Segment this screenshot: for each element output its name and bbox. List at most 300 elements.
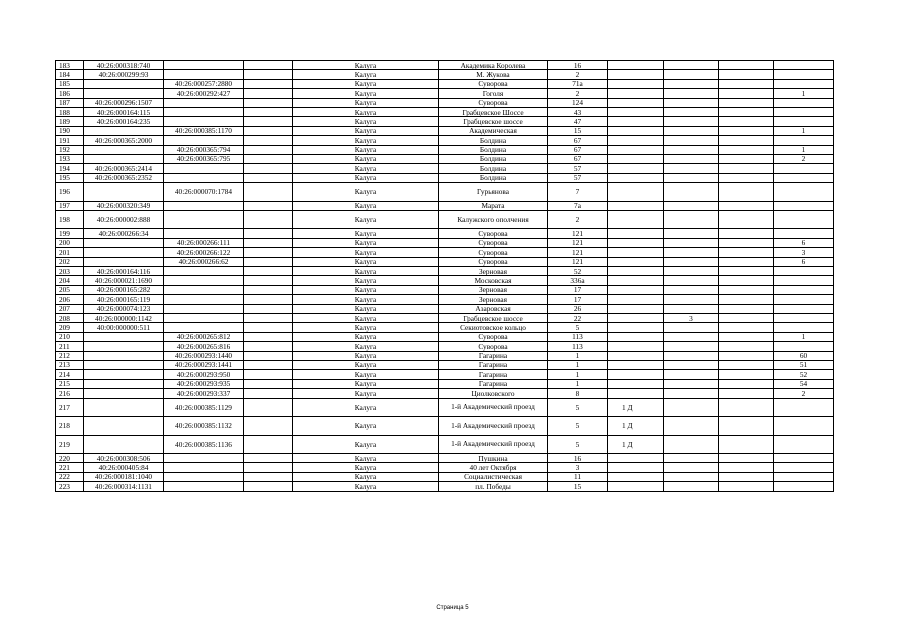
- cadastral-number-alt-cell: [164, 117, 244, 126]
- extra-cell: [664, 360, 719, 369]
- apartment-cell: 3: [774, 248, 834, 257]
- cadastral-number-cell: [84, 417, 164, 436]
- row-number-cell: 206: [56, 295, 84, 304]
- apartment-cell: [774, 107, 834, 116]
- extra-cell-2: [719, 136, 774, 145]
- cadastral-number-alt-cell: [164, 313, 244, 322]
- cadastral-number-cell: [84, 351, 164, 360]
- house-number-cell: 57: [548, 173, 608, 182]
- extra-cell-2: [719, 351, 774, 360]
- row-number-cell: 202: [56, 257, 84, 266]
- cadastral-number-cell: [84, 238, 164, 247]
- cadastral-number-alt-cell: [164, 267, 244, 276]
- city-cell: Калуга: [293, 304, 439, 313]
- house-number-cell: 43: [548, 107, 608, 116]
- house-number-cell: 67: [548, 154, 608, 163]
- extra-cell: [664, 89, 719, 98]
- empty-cell: [244, 472, 293, 481]
- extra-cell-2: [719, 229, 774, 238]
- apartment-cell: 1: [774, 332, 834, 341]
- house-number-cell: 71а: [548, 79, 608, 88]
- street-cell: Суворова: [439, 79, 548, 88]
- building-cell: [608, 248, 664, 257]
- street-cell: 40 лет Октября: [439, 463, 548, 472]
- table-row: [56, 107, 834, 116]
- table-row: [56, 304, 834, 313]
- row-number-cell: 218: [56, 417, 84, 436]
- house-number-cell: 67: [548, 136, 608, 145]
- table-row: [56, 238, 834, 247]
- table-row: [56, 154, 834, 163]
- apartment-cell: [774, 136, 834, 145]
- table-row: [56, 379, 834, 388]
- empty-cell: [244, 183, 293, 202]
- cadastral-number-alt-cell: 40:26:000266:111: [164, 238, 244, 247]
- extra-cell-2: [719, 210, 774, 229]
- extra-cell-2: [719, 98, 774, 107]
- row-number-cell: 220: [56, 454, 84, 463]
- building-cell: [608, 210, 664, 229]
- house-number-cell: 5: [548, 398, 608, 417]
- house-number-cell: 7: [548, 183, 608, 202]
- extra-cell: [664, 398, 719, 417]
- apartment-cell: [774, 472, 834, 481]
- apartment-cell: [774, 201, 834, 210]
- cadastral-number-alt-cell: 40:26:000365:794: [164, 145, 244, 154]
- empty-cell: [244, 229, 293, 238]
- table-row: [56, 285, 834, 294]
- building-cell: [608, 173, 664, 182]
- cadastral-number-alt-cell: 40:26:000385:1170: [164, 126, 244, 135]
- row-number-cell: 217: [56, 398, 84, 417]
- extra-cell: [664, 342, 719, 351]
- table-row: [56, 79, 834, 88]
- extra-cell: [664, 332, 719, 341]
- house-number-cell: 5: [548, 417, 608, 436]
- empty-cell: [244, 482, 293, 491]
- building-cell: [608, 295, 664, 304]
- city-cell: Калуга: [293, 295, 439, 304]
- table-row: [56, 472, 834, 481]
- apartment-cell: 1: [774, 126, 834, 135]
- city-cell: Калуга: [293, 463, 439, 472]
- street-cell: Циолковского: [439, 389, 548, 398]
- extra-cell-2: [719, 61, 774, 70]
- extra-cell-2: [719, 323, 774, 332]
- cadastral-number-cell: [84, 332, 164, 341]
- empty-cell: [244, 61, 293, 70]
- extra-cell: [664, 173, 719, 182]
- house-number-cell: 1: [548, 360, 608, 369]
- extra-cell: [664, 79, 719, 88]
- street-cell: Гоголя: [439, 89, 548, 98]
- extra-cell: [664, 201, 719, 210]
- building-cell: [608, 370, 664, 379]
- city-cell: Калуга: [293, 398, 439, 417]
- table-row: [56, 201, 834, 210]
- street-cell: Суворова: [439, 342, 548, 351]
- street-cell: Суворова: [439, 248, 548, 257]
- cadastral-number-cell: [84, 379, 164, 388]
- extra-cell: 3: [664, 313, 719, 322]
- extra-cell: [664, 370, 719, 379]
- apartment-cell: [774, 417, 834, 436]
- extra-cell: [664, 154, 719, 163]
- empty-cell: [244, 389, 293, 398]
- empty-cell: [244, 145, 293, 154]
- row-number-cell: 201: [56, 248, 84, 257]
- empty-cell: [244, 154, 293, 163]
- street-cell: Болдина: [439, 145, 548, 154]
- row-number-cell: 199: [56, 229, 84, 238]
- table-row: [56, 164, 834, 173]
- cadastral-number-cell: 40:26:000405:84: [84, 463, 164, 472]
- house-number-cell: 57: [548, 164, 608, 173]
- empty-cell: [244, 276, 293, 285]
- city-cell: Калуга: [293, 454, 439, 463]
- extra-cell: [664, 229, 719, 238]
- apartment-cell: [774, 229, 834, 238]
- city-cell: Калуга: [293, 285, 439, 294]
- building-cell: 1 Д: [608, 435, 664, 454]
- city-cell: Калуга: [293, 313, 439, 322]
- building-cell: [608, 482, 664, 491]
- cadastral-number-alt-cell: 40:26:000293:1441: [164, 360, 244, 369]
- cadastral-number-cell: [84, 183, 164, 202]
- city-cell: Калуга: [293, 164, 439, 173]
- building-cell: [608, 164, 664, 173]
- cadastral-number-cell: [84, 257, 164, 266]
- building-cell: [608, 238, 664, 247]
- extra-cell: [664, 285, 719, 294]
- apartment-cell: [774, 79, 834, 88]
- extra-cell: [664, 276, 719, 285]
- apartment-cell: 6: [774, 238, 834, 247]
- cadastral-number-cell: [84, 79, 164, 88]
- cadastral-number-cell: [84, 370, 164, 379]
- city-cell: Калуга: [293, 472, 439, 481]
- cadastral-number-cell: [84, 248, 164, 257]
- cadastral-number-alt-cell: [164, 61, 244, 70]
- table-row: [56, 229, 834, 238]
- table-row: [56, 398, 834, 417]
- empty-cell: [244, 136, 293, 145]
- cadastral-number-cell: 40:26:000074:123: [84, 304, 164, 313]
- row-number-cell: 194: [56, 164, 84, 173]
- table-row: [56, 248, 834, 257]
- street-cell: Азаровская: [439, 304, 548, 313]
- table-row: [56, 351, 834, 360]
- street-cell: Калужского ополчения: [439, 210, 548, 229]
- extra-cell: [664, 183, 719, 202]
- extra-cell-2: [719, 463, 774, 472]
- table-row: [56, 89, 834, 98]
- cadastral-number-cell: [84, 435, 164, 454]
- street-cell: Академическая: [439, 126, 548, 135]
- cadastral-number-cell: 40:26:000296:1507: [84, 98, 164, 107]
- city-cell: Калуга: [293, 98, 439, 107]
- extra-cell: [664, 379, 719, 388]
- building-cell: [608, 323, 664, 332]
- row-number-cell: 209: [56, 323, 84, 332]
- street-cell: Секиотовское кольцо: [439, 323, 548, 332]
- cadastral-number-alt-cell: [164, 173, 244, 182]
- table-row: [56, 61, 834, 70]
- extra-cell: [664, 136, 719, 145]
- row-number-cell: 222: [56, 472, 84, 481]
- table-row: [56, 173, 834, 182]
- extra-cell-2: [719, 145, 774, 154]
- empty-cell: [244, 379, 293, 388]
- table-row: [56, 323, 834, 332]
- apartment-cell: [774, 173, 834, 182]
- extra-cell: [664, 482, 719, 491]
- cadastral-number-alt-cell: [164, 323, 244, 332]
- building-cell: 1 Д: [608, 417, 664, 436]
- empty-cell: [244, 285, 293, 294]
- empty-cell: [244, 79, 293, 88]
- row-number-cell: 191: [56, 136, 84, 145]
- cadastral-number-cell: [84, 389, 164, 398]
- empty-cell: [244, 342, 293, 351]
- empty-cell: [244, 332, 293, 341]
- table-row: [56, 417, 834, 436]
- empty-cell: [244, 126, 293, 135]
- building-cell: [608, 117, 664, 126]
- row-number-cell: 193: [56, 154, 84, 163]
- apartment-cell: [774, 267, 834, 276]
- street-cell: Суворова: [439, 238, 548, 247]
- street-cell: Болдина: [439, 154, 548, 163]
- extra-cell-2: [719, 267, 774, 276]
- row-number-cell: 216: [56, 389, 84, 398]
- table-row: [56, 342, 834, 351]
- extra-cell-2: [719, 313, 774, 322]
- apartment-cell: [774, 323, 834, 332]
- apartment-cell: 6: [774, 257, 834, 266]
- city-cell: Калуга: [293, 332, 439, 341]
- city-cell: Калуга: [293, 183, 439, 202]
- row-number-cell: 215: [56, 379, 84, 388]
- table-row: [56, 276, 834, 285]
- empty-cell: [244, 210, 293, 229]
- cadastral-number-cell: [84, 360, 164, 369]
- extra-cell-2: [719, 295, 774, 304]
- apartment-cell: [774, 435, 834, 454]
- extra-cell: [664, 248, 719, 257]
- city-cell: Калуга: [293, 323, 439, 332]
- empty-cell: [244, 173, 293, 182]
- street-cell: 1-й Академический проезд: [439, 417, 548, 436]
- apartment-cell: [774, 482, 834, 491]
- extra-cell-2: [719, 126, 774, 135]
- house-number-cell: 17: [548, 295, 608, 304]
- house-number-cell: 1: [548, 379, 608, 388]
- building-cell: [608, 98, 664, 107]
- city-cell: Калуга: [293, 117, 439, 126]
- apartment-cell: [774, 342, 834, 351]
- row-number-cell: 197: [56, 201, 84, 210]
- building-cell: [608, 463, 664, 472]
- extra-cell: [664, 304, 719, 313]
- city-cell: Калуга: [293, 126, 439, 135]
- cadastral-number-cell: 40:26:000164:115: [84, 107, 164, 116]
- apartment-cell: [774, 98, 834, 107]
- building-cell: 1 Д: [608, 398, 664, 417]
- apartment-cell: 51: [774, 360, 834, 369]
- city-cell: Калуга: [293, 417, 439, 436]
- house-number-cell: 5: [548, 435, 608, 454]
- house-number-cell: 26: [548, 304, 608, 313]
- street-cell: Гагарина: [439, 379, 548, 388]
- cadastral-number-alt-cell: [164, 463, 244, 472]
- city-cell: Калуга: [293, 482, 439, 491]
- building-cell: [608, 342, 664, 351]
- cadastral-number-alt-cell: [164, 285, 244, 294]
- city-cell: Калуга: [293, 210, 439, 229]
- extra-cell-2: [719, 89, 774, 98]
- street-cell: Зерновая: [439, 295, 548, 304]
- house-number-cell: 47: [548, 117, 608, 126]
- apartment-cell: [774, 183, 834, 202]
- empty-cell: [244, 70, 293, 79]
- apartment-cell: [774, 285, 834, 294]
- street-cell: 1-й Академический проезд: [439, 398, 548, 417]
- apartment-cell: [774, 210, 834, 229]
- house-number-cell: 121: [548, 248, 608, 257]
- house-number-cell: 7а: [548, 201, 608, 210]
- city-cell: Калуга: [293, 107, 439, 116]
- extra-cell: [664, 126, 719, 135]
- street-cell: Гагарина: [439, 360, 548, 369]
- extra-cell: [664, 463, 719, 472]
- house-number-cell: 2: [548, 210, 608, 229]
- empty-cell: [244, 398, 293, 417]
- table-row: [56, 360, 834, 369]
- empty-cell: [244, 201, 293, 210]
- street-cell: Грабцевское шоссе: [439, 117, 548, 126]
- extra-cell: [664, 295, 719, 304]
- cadastral-number-cell: 40:26:000365:2000: [84, 136, 164, 145]
- table-row: [56, 370, 834, 379]
- house-number-cell: 5: [548, 323, 608, 332]
- cadastral-number-cell: 40:26:000299:93: [84, 70, 164, 79]
- city-cell: Калуга: [293, 342, 439, 351]
- cadastral-number-cell: 40:26:000164:116: [84, 267, 164, 276]
- cadastral-number-alt-cell: 40:26:000293:950: [164, 370, 244, 379]
- house-number-cell: 16: [548, 61, 608, 70]
- cadastral-number-alt-cell: [164, 70, 244, 79]
- cadastral-number-alt-cell: 40:26:000365:795: [164, 154, 244, 163]
- house-number-cell: 15: [548, 126, 608, 135]
- row-number-cell: 184: [56, 70, 84, 79]
- cadastral-number-alt-cell: 40:26:000257:2880: [164, 79, 244, 88]
- extra-cell-2: [719, 257, 774, 266]
- building-cell: [608, 351, 664, 360]
- extra-cell-2: [719, 398, 774, 417]
- extra-cell-2: [719, 417, 774, 436]
- building-cell: [608, 154, 664, 163]
- extra-cell: [664, 98, 719, 107]
- empty-cell: [244, 117, 293, 126]
- building-cell: [608, 257, 664, 266]
- cadastral-number-alt-cell: 40:26:000266:122: [164, 248, 244, 257]
- city-cell: Калуга: [293, 276, 439, 285]
- building-cell: [608, 107, 664, 116]
- empty-cell: [244, 417, 293, 436]
- extra-cell-2: [719, 482, 774, 491]
- empty-cell: [244, 238, 293, 247]
- extra-cell-2: [719, 472, 774, 481]
- empty-cell: [244, 267, 293, 276]
- building-cell: [608, 70, 664, 79]
- apartment-cell: 54: [774, 379, 834, 388]
- extra-cell-2: [719, 370, 774, 379]
- row-number-cell: 188: [56, 107, 84, 116]
- row-number-cell: 200: [56, 238, 84, 247]
- row-number-cell: 212: [56, 351, 84, 360]
- cadastral-number-cell: 40:26:000320:349: [84, 201, 164, 210]
- city-cell: Калуга: [293, 257, 439, 266]
- extra-cell: [664, 435, 719, 454]
- row-number-cell: 183: [56, 61, 84, 70]
- table-row: [56, 454, 834, 463]
- row-number-cell: 185: [56, 79, 84, 88]
- extra-cell-2: [719, 154, 774, 163]
- extra-cell: [664, 267, 719, 276]
- row-number-cell: 211: [56, 342, 84, 351]
- cadastral-number-alt-cell: [164, 210, 244, 229]
- table-row: [56, 257, 834, 266]
- cadastral-number-cell: 40:26:000164:235: [84, 117, 164, 126]
- extra-cell: [664, 61, 719, 70]
- extra-cell: [664, 238, 719, 247]
- city-cell: Калуга: [293, 173, 439, 182]
- city-cell: Калуга: [293, 154, 439, 163]
- extra-cell-2: [719, 332, 774, 341]
- city-cell: Калуга: [293, 248, 439, 257]
- building-cell: [608, 126, 664, 135]
- row-number-cell: 189: [56, 117, 84, 126]
- table-row: [56, 98, 834, 107]
- apartment-cell: 1: [774, 89, 834, 98]
- city-cell: Калуга: [293, 370, 439, 379]
- row-number-cell: 204: [56, 276, 84, 285]
- table-row: [56, 389, 834, 398]
- register-table: [55, 60, 834, 492]
- apartment-cell: 2: [774, 154, 834, 163]
- apartment-cell: [774, 454, 834, 463]
- extra-cell-2: [719, 360, 774, 369]
- extra-cell-2: [719, 276, 774, 285]
- extra-cell-2: [719, 238, 774, 247]
- street-cell: Социалистическая: [439, 472, 548, 481]
- building-cell: [608, 267, 664, 276]
- building-cell: [608, 313, 664, 322]
- street-cell: М. Жукова: [439, 70, 548, 79]
- cadastral-number-cell: 40:26:000165:282: [84, 285, 164, 294]
- cadastral-number-cell: [84, 126, 164, 135]
- empty-cell: [244, 98, 293, 107]
- house-number-cell: 3: [548, 463, 608, 472]
- house-number-cell: 121: [548, 257, 608, 266]
- building-cell: [608, 79, 664, 88]
- table-row: [56, 145, 834, 154]
- apartment-cell: [774, 117, 834, 126]
- row-number-cell: 190: [56, 126, 84, 135]
- table-row: [56, 126, 834, 135]
- house-number-cell: 17: [548, 285, 608, 294]
